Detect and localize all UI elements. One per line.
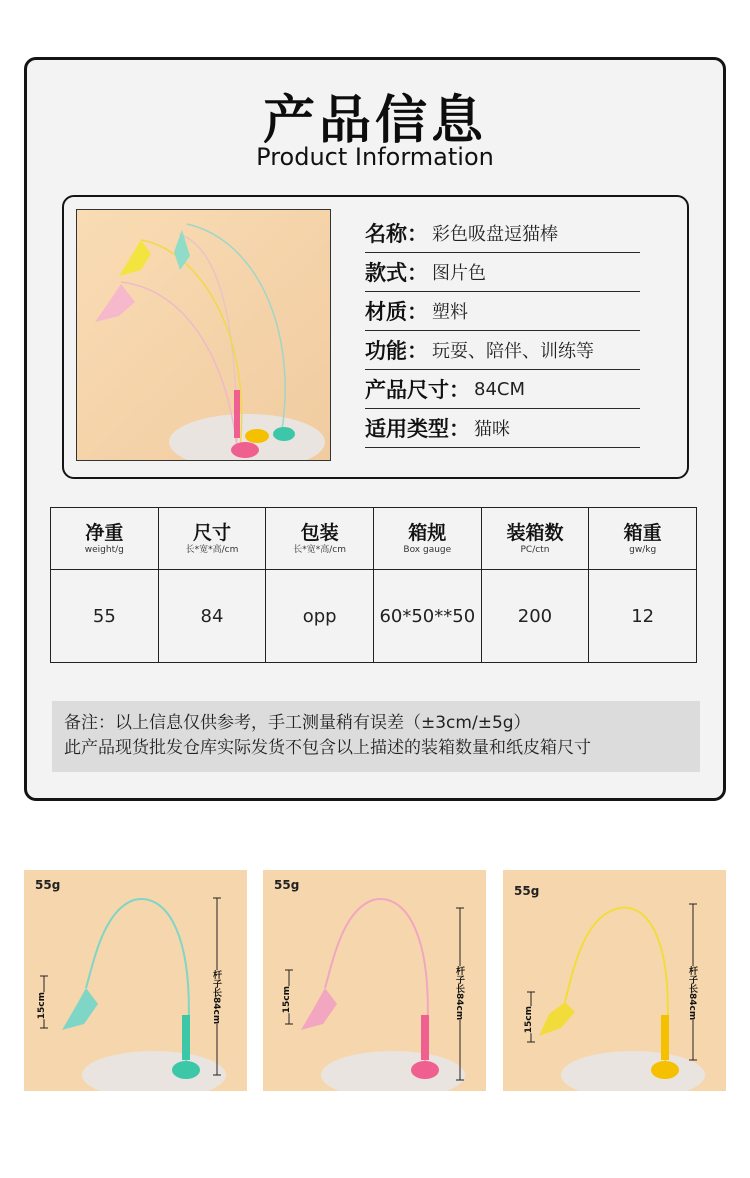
weight-label: 55g [35, 878, 61, 892]
spec-row-material [365, 292, 640, 331]
spec-row-target [365, 409, 640, 448]
header-label: 净重 [85, 521, 124, 544]
feather-length-label: 15cm [282, 986, 292, 1014]
weight-label: 55g [274, 878, 300, 892]
spec-value: 玩耍、陪伴、训练等 [432, 341, 594, 362]
header-label: 箱重 [623, 521, 662, 544]
table-header-cell [266, 508, 374, 570]
remark-box [52, 701, 700, 772]
spec-key: 材质： [365, 300, 428, 324]
header-label: 箱规 [408, 521, 447, 544]
remark-line: 备注：以上信息仅供参考，手工测量稍有误差（±3cm/±5g） [64, 713, 531, 733]
rod-length-label: 杆子长84cm [454, 966, 464, 1021]
spec-value: 猫咪 [474, 419, 510, 440]
spec-value: 塑料 [432, 302, 468, 323]
table-header-cell [481, 508, 589, 570]
spec-key: 适用类型： [365, 417, 470, 441]
rod-length-label: 杆子长84cm [211, 970, 221, 1025]
table-cell: 84 [158, 570, 266, 663]
spec-key: 款式： [365, 261, 428, 285]
page-subtitle: Product Information [256, 143, 494, 171]
table-row [51, 570, 697, 663]
table-cell: 12 [589, 570, 697, 663]
table-header-cell [373, 508, 481, 570]
product-variant-pink [263, 870, 486, 1091]
header-label: 包装 [300, 521, 339, 544]
spec-key: 功能： [365, 339, 428, 363]
spec-value: 图片色 [432, 263, 486, 284]
table-header-row [51, 508, 697, 570]
table-header-cell [589, 508, 697, 570]
packing-table [50, 507, 697, 663]
header-unit: weight/g [84, 544, 124, 555]
spec-row-style [365, 253, 640, 292]
header-unit: 长*宽*高/cm [293, 544, 347, 555]
table-cell: 60*50**50 [373, 570, 481, 663]
table-cell: 55 [51, 570, 159, 663]
table-header-cell [51, 508, 159, 570]
weight-label: 55g [514, 884, 540, 898]
spec-key: 名称： [365, 222, 428, 246]
spec-value: 84CM [474, 378, 526, 400]
header-label: 尺寸 [192, 521, 231, 544]
spec-row-size [365, 370, 640, 409]
rod-length-label: 杆子长84cm [687, 966, 697, 1021]
table-cell: 200 [481, 570, 589, 663]
header-unit: PC/ctn [520, 544, 550, 555]
header-unit: 长*宽*高/cm [185, 544, 239, 555]
remark-line: 此产品现货批发仓库实际发货不包含以上描述的装箱数量和纸皮箱尺寸 [64, 738, 591, 758]
spec-value: 彩色吸盘逗猫棒 [432, 224, 558, 245]
header-unit: gw/kg [629, 544, 657, 555]
feather-length-label: 15cm [37, 992, 47, 1020]
spec-row-function [365, 331, 640, 370]
header-label: 装箱数 [506, 521, 564, 544]
feather-length-label: 15cm [524, 1006, 534, 1034]
table-cell: opp [266, 570, 374, 663]
spec-key: 产品尺寸： [365, 378, 470, 402]
product-variant-teal [24, 870, 247, 1091]
page-title: 产品信息 [262, 91, 487, 151]
header-unit: Box gauge [403, 544, 452, 555]
table-header-cell [158, 508, 266, 570]
spec-row-name [365, 214, 640, 253]
product-photo [76, 209, 331, 461]
product-variant-yellow [503, 870, 726, 1091]
